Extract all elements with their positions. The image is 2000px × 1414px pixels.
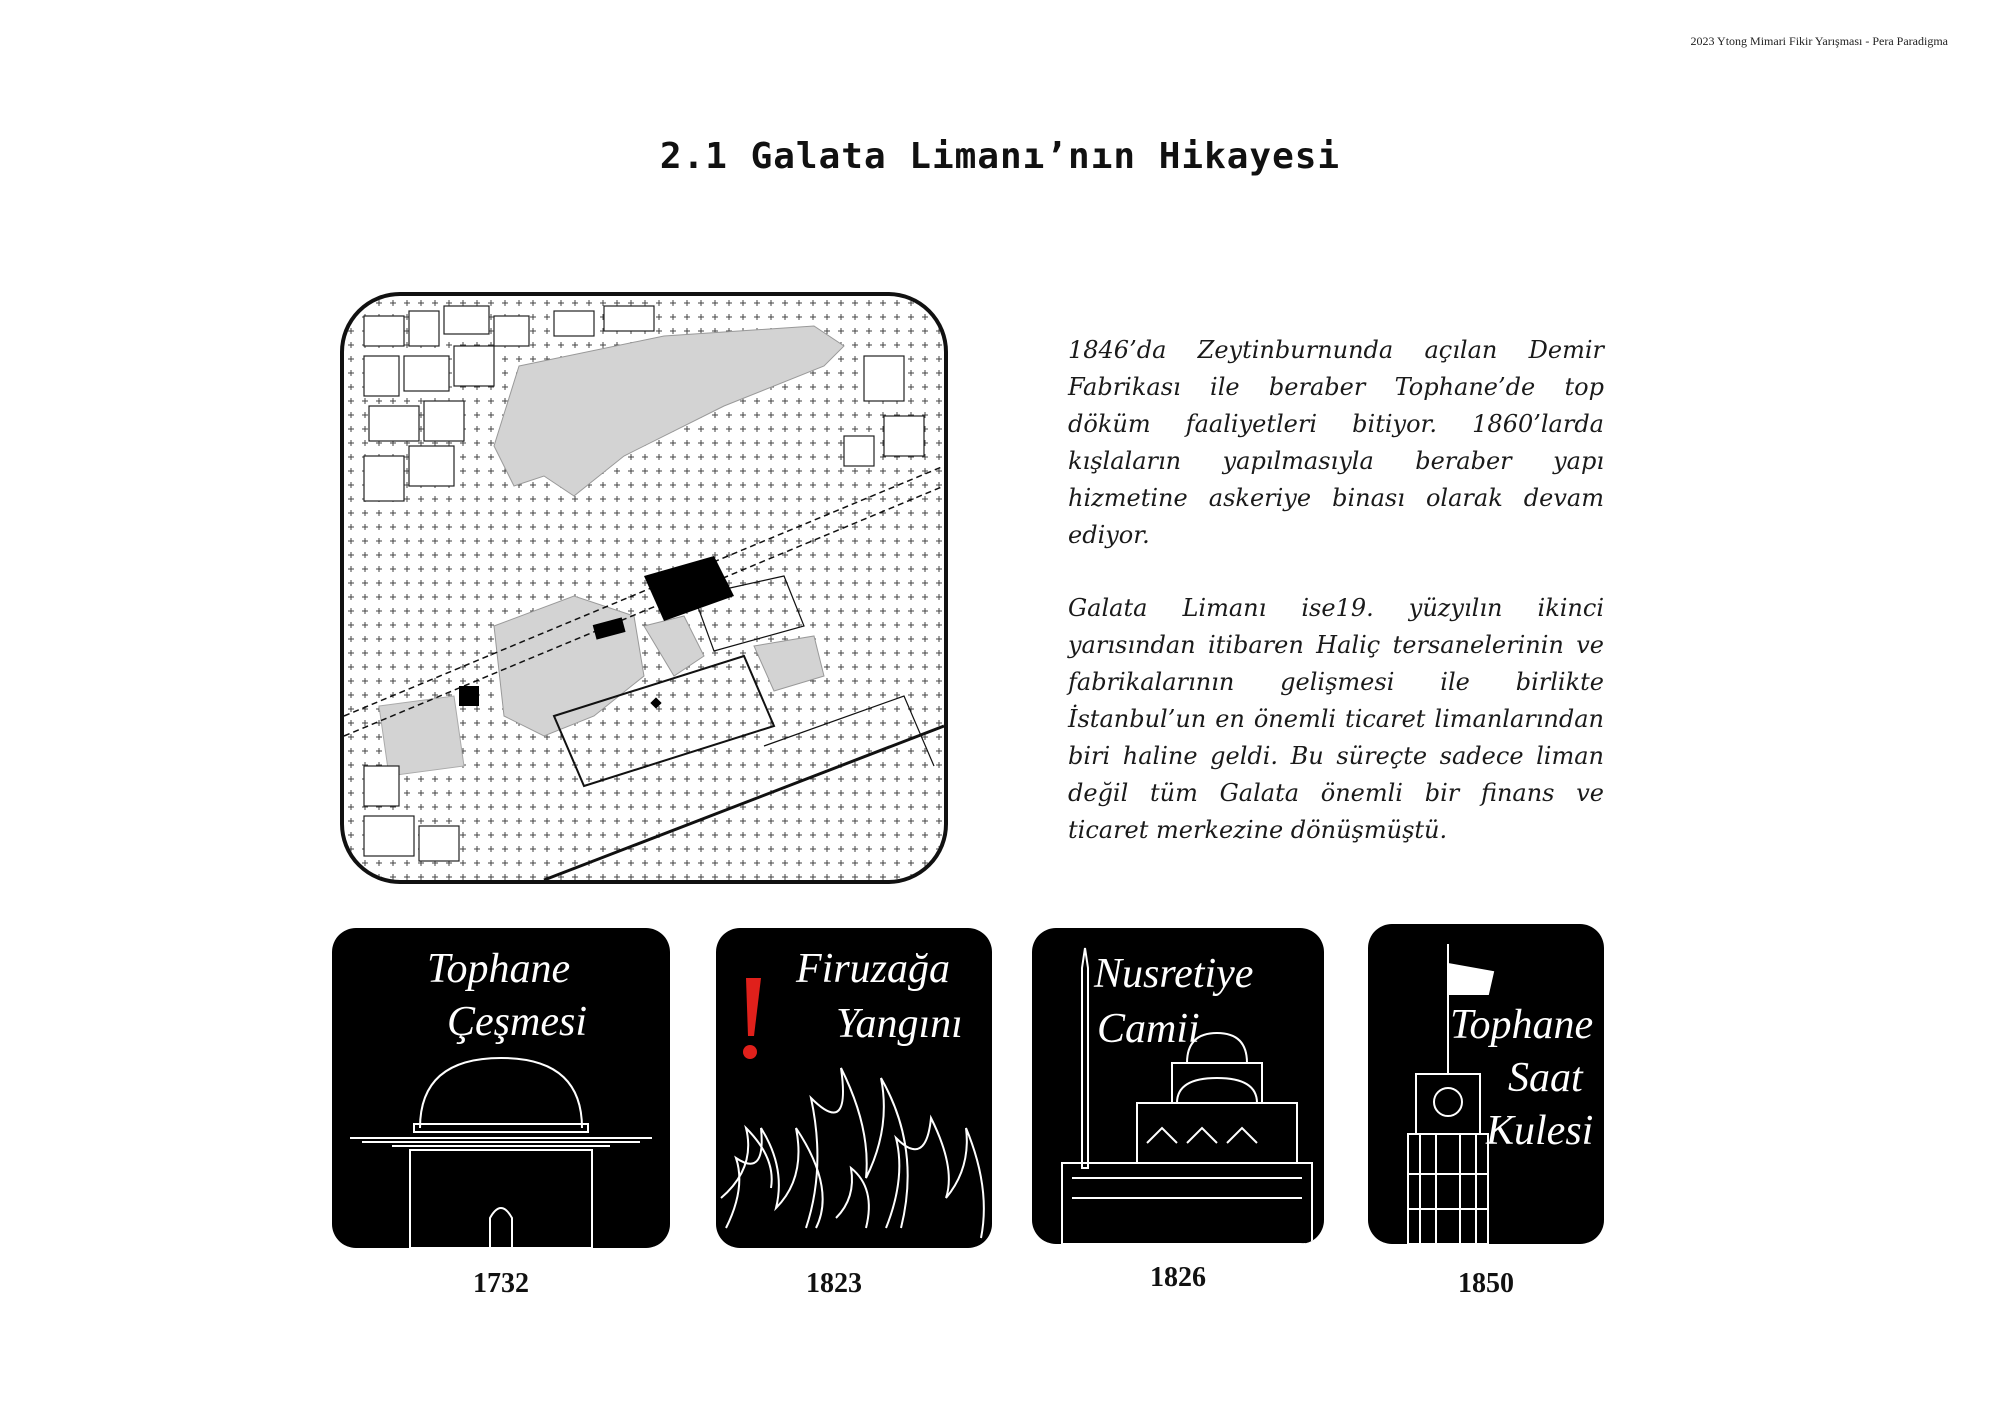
- card-title-line-1: Tophane: [427, 946, 571, 992]
- card-firuzaga-yangini: [716, 928, 992, 1248]
- card-title-line-2: Camii: [1097, 1006, 1200, 1052]
- card-title-line-1: Firuzağa: [796, 946, 951, 992]
- competition-note: 2023 Ytong Mimari Fikir Yarışması - Pera Paradigma: [1690, 34, 1948, 48]
- year-label: 1826: [1150, 1262, 1206, 1293]
- card-nusretiye-camii: [1032, 928, 1324, 1244]
- year-label: 1823: [806, 1268, 862, 1299]
- card-title-line-2: Saat: [1508, 1055, 1583, 1101]
- year-label: 1850: [1458, 1268, 1514, 1299]
- page-title: 2.1 Galata Limanı’nın Hikayesi: [659, 136, 1341, 177]
- card-title-line-1: Tophane: [1450, 1002, 1594, 1048]
- story-text: [1068, 332, 1604, 885]
- site-plan-map: [340, 292, 948, 884]
- site-plan-drawing: [344, 296, 944, 880]
- card-title-line-3: Kulesi: [1486, 1108, 1594, 1154]
- card-title-line-2: Yangını: [836, 1001, 963, 1047]
- story-paragraph-2: Galata Limanı ise19. yüzyılın ikinci yarısından itibaren Haliç tersanelerinin ve fabrikalarının gelişmesi ile birlikte İstanbul’un en önemli ticaret limanlarından biri haline geldi. Bu süreçte sadece liman değil tüm Galata önemli bir finans ve ticaret merkezine dönüşmüştü.: [1068, 594, 1604, 844]
- year-label: 1732: [473, 1268, 529, 1299]
- story-paragraph-1: 1846’da Zeytinburnunda açılan Demir Fabrikası ile beraber Tophane’de top döküm faaliyetleri bitiyor. 1860’larda kışlaların yapılmasıyla beraber yapı hizmetine askeriye binası olarak devam ediyor.: [1068, 336, 1604, 549]
- card-tophane-cesmesi: [332, 928, 670, 1248]
- card-title-line-1: Nusretiye: [1094, 951, 1254, 997]
- card-title-line-2: Çeşmesi: [447, 999, 587, 1045]
- alert-icon: [746, 978, 761, 1036]
- card-tophane-saat-kulesi: [1368, 924, 1604, 1244]
